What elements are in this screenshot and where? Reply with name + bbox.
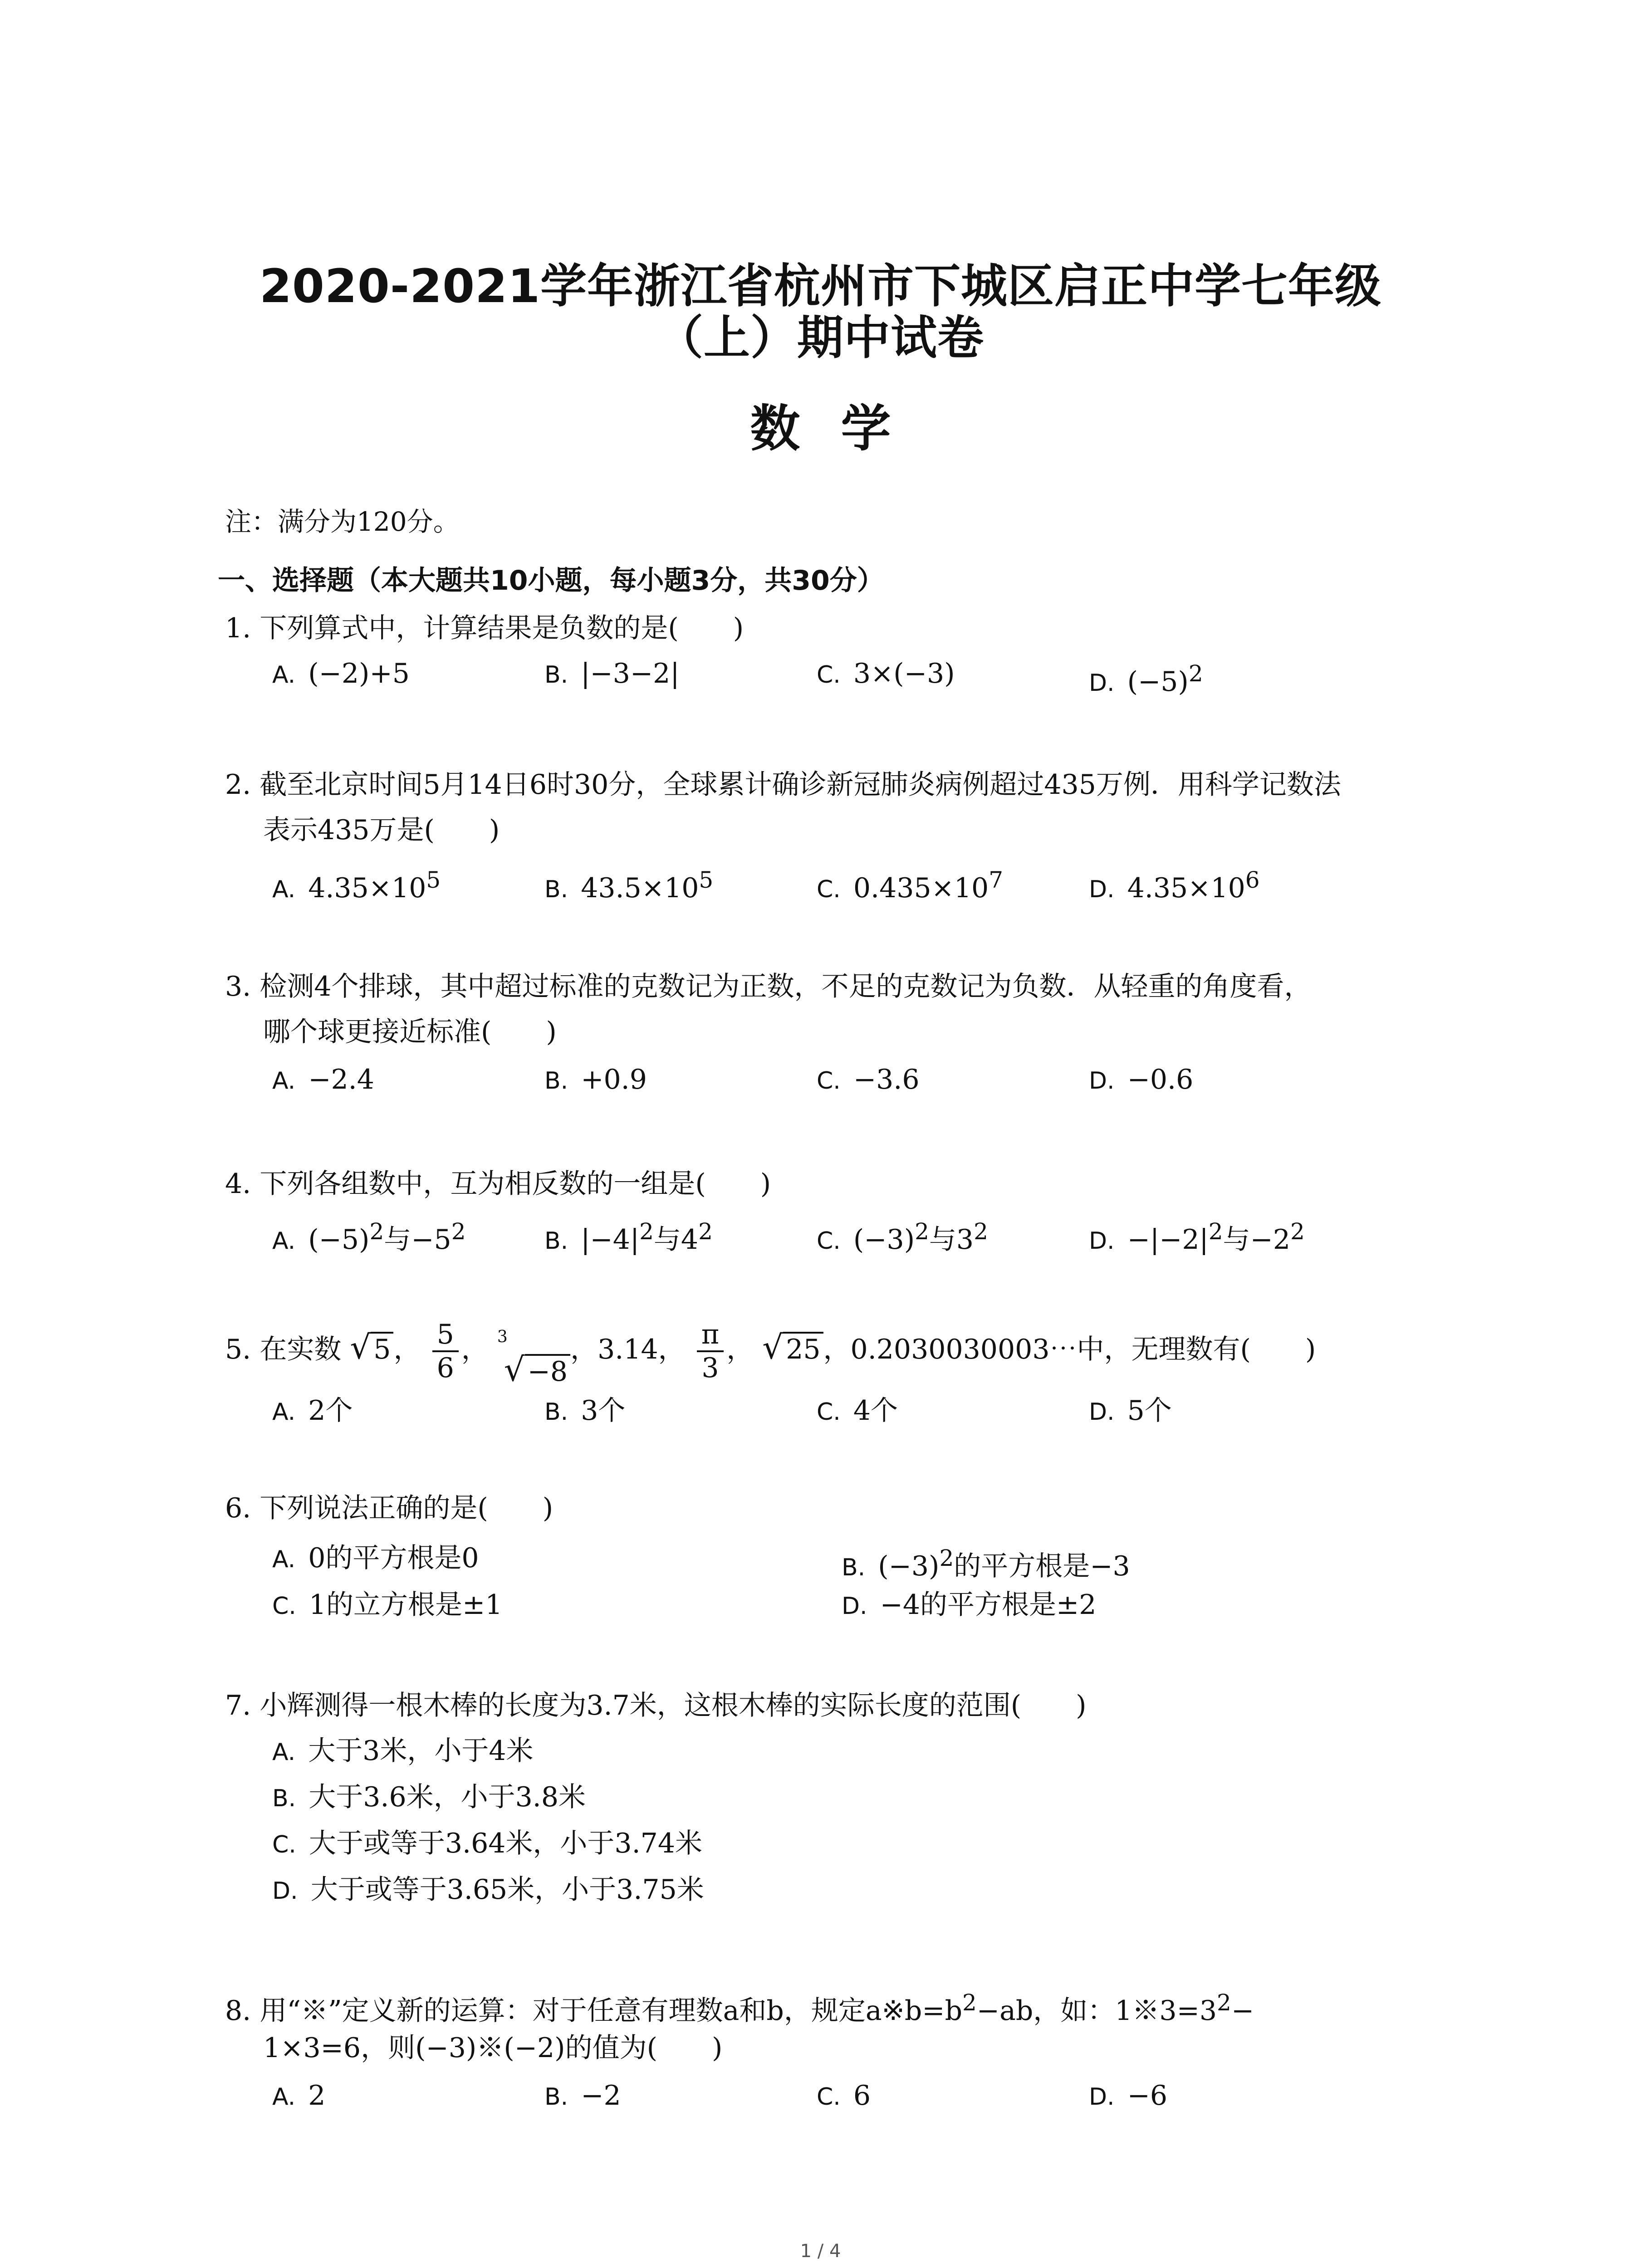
- q5-option-c: C. 4个: [817, 1395, 898, 1427]
- question-8-line2: 1×3=6，则(−3)※(−2)的值为( ): [263, 2032, 723, 2064]
- score-note: 注：满分为120分。: [225, 506, 460, 537]
- q4-option-c: C. $(-3)^2$与$3^2$: [817, 1218, 988, 1256]
- q1-option-d: D. $(-5)^2$: [1089, 660, 1203, 698]
- q8-option-c: C. 6: [817, 2080, 871, 2112]
- sqrt-25: √ 25: [762, 1329, 823, 1365]
- q4-option-a: A. $(-5)^2$与$-5^2$: [272, 1218, 466, 1256]
- question-4-text: 4. 下列各组数中，互为相反数的一组是( ): [225, 1168, 771, 1200]
- q1-option-c: C. 3×(−3): [817, 658, 955, 689]
- q3-option-c: C. −3.6: [817, 1064, 920, 1095]
- q2-option-b: B. $43.5\times 10^5$: [544, 867, 714, 904]
- cube-root-neg8: 3 √ −8: [497, 1320, 570, 1388]
- fraction-pi-3: $\frac{\pi}{3}$: [697, 1319, 724, 1384]
- exam-title-line2: （上）期中试卷: [657, 311, 984, 365]
- fraction-5-6: $\frac{5}{6}$: [432, 1319, 459, 1384]
- q4-option-d: D. $-|-2|^2$与$-2^2$: [1089, 1218, 1305, 1256]
- question-7-text: 7. 小辉测得一根木棒的长度为3.7米，这根木棒的实际长度的范围( ): [225, 1690, 1087, 1721]
- page-number: 1 / 4: [800, 2241, 841, 2262]
- q2-option-c: C. $0.435\times 10^7$: [817, 867, 1004, 904]
- question-3-line1: 3. 检测4个排球，其中超过标准的克数记为正数，不足的克数记为负数．从轻重的角度看，: [225, 971, 1312, 1002]
- question-6-text: 6. 下列说法正确的是( ): [225, 1492, 554, 1524]
- q6-option-b: B. $(-3)^2$的平方根是−3: [842, 1545, 1130, 1582]
- subject-heading: 数学: [750, 400, 932, 458]
- q1-option-b: B. |−3−2|: [544, 658, 680, 689]
- question-5-text: 5. 在实数 √ 5 ， $\frac{5}{6}$ ， 3 √ −8 ，3.14， $\frac{\pi}{3}$ ， √ 25 ，0.2030030003⋯中，无理数有( ): [225, 1319, 1316, 1388]
- question-2-line1: 2. 截至北京时间5月14日6时30分，全球累计确诊新冠肺炎病例超过435万例．用科学记数法: [225, 769, 1341, 801]
- q3-option-a: A. −2.4: [272, 1064, 374, 1095]
- q5-option-a: A. 2个: [272, 1395, 353, 1427]
- q5-option-b: B. 3个: [544, 1395, 626, 1427]
- section-heading: 一、选择题（本大题共10小题，每小题3分，共30分）: [218, 565, 884, 596]
- q2-option-d: D. $4.35\times 10^6$: [1089, 867, 1260, 904]
- q1-option-a: A. (−2)+5: [272, 658, 410, 689]
- question-2-line2: 表示435万是( ): [263, 814, 500, 846]
- q8-option-b: B. −2: [544, 2080, 621, 2112]
- q3-option-b: B. +0.9: [544, 1064, 647, 1095]
- q3-option-d: D. −0.6: [1089, 1064, 1194, 1095]
- exam-title-line1: 2020-2021学年浙江省杭州市下城区启正中学七年级: [259, 259, 1382, 313]
- q8-option-d: D. −6: [1089, 2080, 1168, 2112]
- q7-option-a: A. 大于3米，小于4米: [272, 1735, 534, 1767]
- q5-option-d: D. 5个: [1089, 1395, 1172, 1427]
- sqrt-5: √ 5: [350, 1329, 393, 1365]
- question-1-text: 1. 下列算式中，计算结果是负数的是( ): [225, 612, 744, 644]
- q7-option-b: B. 大于3.6米，小于3.8米: [272, 1781, 586, 1813]
- question-3-line2: 哪个球更接近标准( ): [263, 1016, 557, 1048]
- q6-option-c: C. 1的立方根是±1: [272, 1589, 503, 1621]
- q7-option-c: C. 大于或等于3.64米，小于3.74米: [272, 1828, 703, 1859]
- q6-option-a: A. 0的平方根是0: [272, 1542, 479, 1574]
- q8-option-a: A. 2: [272, 2080, 326, 2112]
- question-8-line1: 8. 用“※”定义新的运算：对于任意有理数a和b，规定$a※b=b^2-ab$，如：$1※3=3^2-$: [225, 1989, 1254, 2027]
- q6-option-d: D. −4的平方根是±2: [842, 1589, 1097, 1621]
- q2-option-a: A. $4.35\times 10^5$: [272, 867, 441, 904]
- q7-option-d: D. 大于或等于3.65米，小于3.75米: [272, 1874, 704, 1906]
- q4-option-b: B. $|-4|^2$与$4^2$: [544, 1218, 713, 1256]
